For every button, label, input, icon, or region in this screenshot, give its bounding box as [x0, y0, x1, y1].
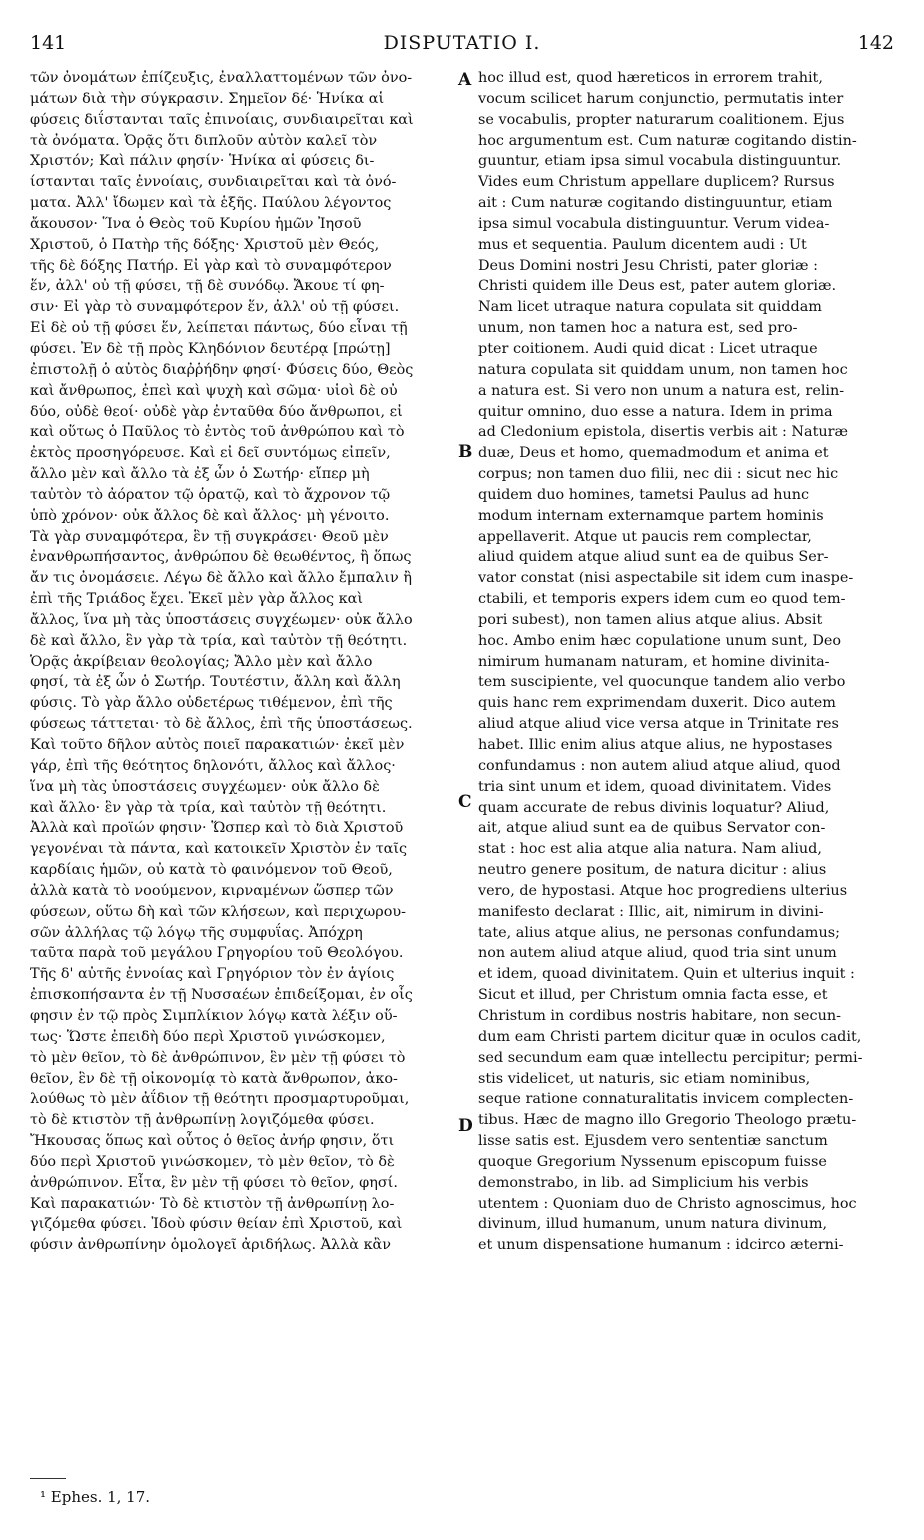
greek-text-line: τὰ ὀνόματα. Ὁρᾷς ὅτι διπλοῦν αὐτὸν καλεῖ τὸν [30, 132, 378, 149]
greek-text-line: Χριστόν; Καὶ πάλιν φησίν· Ἡνίκα αἱ φύσεις δι- [30, 153, 375, 170]
latin-text-line: guuntur, etiam ipsa simul vocabula distinguuntur. [478, 153, 842, 170]
latin-text-line: tibus. Hæc de magno illo Gregorio Theologo prætu- [478, 1112, 857, 1129]
footnote: ¹ Ephes. 1, 17. [40, 1488, 151, 1506]
greek-text-line: Τῆς δ' αὐτῆς ἐννοίας καὶ Γρηγόριον τὸν ἐν ἁγίοις [30, 966, 395, 983]
greek-text-line: ἀλλὰ κατὰ τὸ νοούμενον, κιρναμένων ὥσπερ τῶν [30, 882, 394, 899]
latin-text-line: quoque Gregorium Nyssenum episcopum fuisse [478, 1153, 827, 1170]
greek-text-line: ἄν τις ὀνομάσειε. Λέγω δὲ ἄλλο καὶ ἄλλο ἔμπαλιν ἢ [30, 570, 412, 587]
greek-text-line: Καὶ παρακατιών· Τὸ δὲ κτιστὸν τῇ ἀνθρωπίνῃ λο- [30, 1195, 395, 1212]
section-marker-d: D [458, 1116, 473, 1136]
footnote-rule [30, 1478, 66, 1479]
greek-text-line: ἵνα μὴ τὰς ὑποστάσεις συγχέωμεν· οὐκ ἄλλο δὲ [30, 778, 380, 795]
greek-text-line: δὲ καὶ ἄλλο, ἓν γὰρ τὰ τρία, καὶ ταὐτὸν τῇ θεότητι. [30, 632, 408, 649]
latin-text-line: pter coitionem. Audi quid dicat : Licet utraque [478, 340, 818, 357]
latin-text-line: ad Cledonium epistola, disertis verbis ait : Naturæ [478, 424, 849, 441]
latin-text-line: quidem duo homines, tametsi Paulus ad hunc [478, 486, 810, 503]
latin-text-line: pori subest), non tamen alius atque alius. Absit [478, 611, 823, 628]
greek-text-line: τῆς δὲ δόξης Πατήρ. Εἰ γὰρ καὶ τὸ συναμφότερον [30, 257, 392, 274]
greek-text-line: θεῖον, ἓν δὲ τῇ οἰκονομίᾳ τὸ κατὰ ἄνθρωπον, ἀκο- [30, 1070, 398, 1087]
latin-text-line: ait, atque aliud sunt ea de quibus Servator con- [478, 820, 826, 837]
greek-text-line: σῶν ἀλλήλας τῷ λόγῳ τῆς συμφυΐας. Ἀπόχρη [30, 924, 363, 941]
greek-text-line: φύσεις διΐστανται ταῖς ἐπινοίαις, συνδιαιρεῖται καὶ [30, 111, 414, 128]
latin-text-line: vocum scilicet harum conjunctio, permutatis inter [478, 90, 844, 107]
latin-text-line: habet. Illic enim alius atque alius, ne hypostases [478, 737, 833, 753]
latin-text-line: duæ, Deus et homo, quemadmodum et anima et [478, 445, 829, 462]
greek-text-line: γεγονέναι τὰ πάντα, καὶ κατοικεῖν Χριστὸν ἐν ταῖς [30, 841, 408, 858]
page-number-left: 141 [30, 32, 67, 54]
latin-text-line: et idem, quoad divinitatem. Quin et ulterius inquit : [478, 966, 855, 983]
latin-text-line: Christi quidem ille Deus est, pater autem gloriæ. [478, 278, 837, 295]
latin-text-line: aliud atque aliud vice versa atque in Trinitate res [478, 716, 839, 733]
greek-text-line: τὸ μὲν θεῖον, τὸ δὲ ἀνθρώπινον, ἓν μὲν τῇ φύσει τὸ [30, 1049, 406, 1066]
latin-text-column [478, 68, 894, 1256]
greek-text-line: φύσεων, οὕτω δὴ καὶ τῶν κλήσεων, καὶ περιχωρου- [30, 903, 407, 920]
latin-text-line: se vocabulis, propter naturarum coalitionem. Ejus [478, 111, 845, 128]
greek-text-line: σιν· Εἰ γὰρ τὸ συναμφότερον ἕν, ἀλλ' οὐ τῇ φύσει. [30, 299, 400, 316]
latin-text-line: Vides eum Christum appellare duplicem? Rursus [478, 174, 835, 191]
latin-text-line: Sicut et illud, per Christum omnia facta esse, et [478, 987, 828, 1004]
greek-text-line: ἐκτὸς προσηγόρευσε. Καὶ εἰ δεῖ συντόμως εἰπεῖν, [30, 445, 391, 462]
greek-text-line: τῶν ὀνομάτων ἐπίζευξις, ἐναλλαττομένων τῶν ὀνο- [30, 70, 413, 86]
greek-text-line: φύσιν ἀνθρωπίνην ὁμολογεῖ ἀριδήλως. Ἀλλὰ κἂν [30, 1237, 392, 1254]
greek-text-line: καὶ ἄλλο· ἓν γὰρ τὰ τρία, καὶ ταὐτὸν τῇ θεότητι. [30, 799, 387, 816]
latin-text-line: tate, alius atque alius, ne personas confundamus; [478, 924, 840, 941]
latin-text-line: quis hanc rem exprimendam duxerit. Dico autem [478, 695, 836, 712]
greek-text-line: τὸ δὲ κτιστὸν τῇ ἀνθρωπίνῃ λογιζόμεθα φύσει. [30, 1112, 375, 1129]
latin-text-line: modum internam externamque partem hominis [478, 507, 824, 524]
greek-text-line: γάρ, ἐπὶ τῆς θεότητος δηλονότι, ἄλλος καὶ ἄλλος· [30, 757, 396, 774]
latin-text-line: ipsa simul vocabula distinguuntur. Verum videa- [478, 215, 830, 232]
section-marker-a: A [458, 70, 472, 90]
greek-text-line: λούθως τὸ μὲν ἀΐδιον τῇ θεότητι προσμαρτυροῦμαι, [30, 1091, 410, 1108]
latin-text-line: dum eam Christi partem dicitur quæ in oculos cadit, [478, 1028, 862, 1045]
latin-text-line: confundamus : non autem aliud atque aliud, quod [478, 757, 841, 774]
greek-text-line: ἐπιστολῇ ὁ αὐτὸς διαῤῥήδην φησί· Φύσεις δύο, Θεὸς [30, 361, 414, 378]
greek-text-line: Χριστοῦ, ὁ Πατὴρ τῆς δόξης· Χριστοῦ μὲν Θεός, [30, 236, 380, 253]
latin-text-line: divinum, illud humanum, unum natura divinum, [478, 1216, 828, 1233]
greek-text-line: ταῦτα παρὰ τοῦ μεγάλου Γρηγορίου τοῦ Θεολόγου. [30, 945, 404, 962]
greek-text-line: ἐπισκοπήσαντα ἐν τῇ Νυσσαέων ἐπιδείξομαι, ἐν οἷς [30, 987, 413, 1004]
latin-text-line: unum, non tamen hoc a natura est, sed pro- [478, 320, 798, 337]
page-number-right: 142 [857, 32, 894, 54]
greek-text-line: φύσει. Ἐν δὲ τῇ πρὸς Κληδόνιον δευτέρᾳ [πρώτῃ] [30, 340, 391, 357]
latin-text-line: stat : hoc est alia atque alia natura. Nam aliud, [478, 841, 822, 858]
latin-text-line: vero, de hypostasi. Atque hoc progrediens ulterius [478, 882, 848, 899]
page-header [30, 32, 894, 62]
latin-text-line: quam accurate de rebus divinis loquatur? Aliud, [478, 799, 830, 816]
latin-text-line: non autem aliud atque aliud, quod tria sint unum [478, 945, 837, 962]
latin-text-line: neutro genere positum, de natura dicitur : alius [478, 862, 827, 879]
latin-text-line: hoc illud est, quod hæreticos in errorem trahit, [478, 70, 823, 86]
running-title: DISPUTATIO I. [383, 32, 541, 54]
latin-text-line: ctabili, et temporis expers idem cum eo quod tem- [478, 591, 846, 608]
latin-text-line: manifesto declarat : Illic, ait, nimirum in divini- [478, 903, 824, 920]
greek-text-line: δύο, οὐδὲ θεοί· οὐδὲ γὰρ ἐνταῦθα δύο ἄνθρωποι, εἰ [30, 403, 403, 420]
greek-text-line: καρδίαις ἡμῶν, οὐ κατὰ τὸ φαινόμενον τοῦ Θεοῦ, [30, 862, 393, 879]
latin-text-line: appellaverit. Atque ut paucis rem complectar, [478, 528, 812, 545]
latin-text-line: sed secundum eam quæ intellectu percipitur; permi- [478, 1049, 863, 1066]
latin-text-line: nimirum humanam naturam, et homine divinita- [478, 653, 830, 670]
latin-text-line: vator constat (nisi aspectabile sit idem cum inaspe- [478, 570, 854, 587]
greek-text-line: Καὶ τοῦτο δῆλον αὐτὸς ποιεῖ παρακατιών· ἐκεῖ μὲν [30, 737, 405, 753]
greek-text-line: φησιν ἐν τῷ πρὸς Σιμπλίκιον λόγῳ κατὰ λέξιν οὕ- [30, 1007, 398, 1024]
greek-text-line: ὑπὸ χρόνον· οὐκ ἄλλος δὲ καὶ ἄλλος· μὴ γένοιτο. [30, 507, 390, 524]
latin-text-line: hoc argumentum est. Cum naturæ cogitando distin- [478, 132, 857, 149]
greek-text-line: ταὐτὸν τὸ ἀόρατον τῷ ὁρατῷ, καὶ τὸ ἄχρονον τῷ [30, 486, 391, 503]
latin-text-line: Christum in cordibus nostris habitare, non secun- [478, 1007, 841, 1024]
latin-text-line: stis videlicet, ut naturis, sic etiam nominibus, [478, 1070, 811, 1087]
greek-text-line: Ἀλλὰ καὶ προϊών φησιν· Ὥσπερ καὶ τὸ διὰ Χριστοῦ [30, 820, 404, 837]
greek-text-line: Ὁρᾷς ἀκρίβειαν θεολογίας; Ἄλλο μὲν καὶ ἄλλο [30, 653, 373, 670]
greek-text-line: ἕν, ἀλλ' οὐ τῇ φύσει, τῇ δὲ συνόδῳ. Ἄκουε τί φη- [30, 278, 385, 295]
greek-text-line: ίστανται ταῖς ἐννοίαις, συνδιαιρεῖται καὶ τὰ ὀνό- [30, 174, 397, 191]
section-marker-c: C [458, 792, 472, 812]
latin-text-line: quitur omnino, duo esse a natura. Idem in prima [478, 403, 833, 420]
latin-text-line: lisse satis est. Ejusdem vero sententiæ sanctum [478, 1133, 828, 1150]
greek-text-line: ἄλλος, ἵνα μὴ τὰς ὑποστάσεις συγχέωμεν· οὐκ ἄλλο [30, 611, 413, 628]
section-marker-b: B [458, 442, 473, 462]
greek-text-line: τως· Ὥστε ἐπειδὴ δύο περὶ Χριστοῦ γινώσκομεν, [30, 1028, 386, 1045]
latin-text-line: ait : Cum naturæ cogitando distinguuntur, etiam [478, 195, 833, 212]
latin-text-line: demonstrabo, in lib. ad Simplicium his verbis [478, 1174, 809, 1191]
latin-text-line: mus et sequentia. Paulum dicentem audi : Ut [478, 236, 807, 253]
greek-text-line: φύσις. Τὸ γὰρ ἄλλο οὐδετέρως τιθέμενον, ἐπὶ τῆς [30, 695, 393, 712]
greek-text-line: ματα. Ἀλλ' ἴδωμεν καὶ τὰ ἑξῆς. Παύλου λέγοντος [30, 195, 392, 212]
latin-text-line: aliud quidem atque aliud sunt ea de quibus Ser- [478, 549, 829, 566]
latin-text-line: natura copulata sit quiddam unum, non tamen hoc [478, 361, 848, 378]
greek-text-line: ἐπὶ τῆς Τριάδος ἔχει. Ἐκεῖ μὲν γὰρ ἄλλος καὶ [30, 591, 363, 608]
latin-text-line: seque ratione connaturalitatis invicem complecten- [478, 1091, 854, 1108]
greek-text-line: καὶ οὕτως ὁ Παῦλος τὸ ἐντὸς τοῦ ἀνθρώπου καὶ τὸ [30, 424, 405, 441]
greek-text-line: Ἤκουσας ὅπως καὶ οὗτος ὁ θεῖος ἀνήρ φησιν, ὅτι [30, 1133, 395, 1150]
latin-text-line: Nam licet utraque natura copulata sit quiddam [478, 299, 822, 316]
greek-text-line: ἄλλο μὲν καὶ ἄλλο τὰ ἐξ ὧν ὁ Σωτήρ· εἴπερ μὴ [30, 466, 370, 483]
greek-text-line: γιζόμεθα φύσει. Ἰδοὺ φύσιν θείαν ἐπὶ Χριστοῦ, καὶ [30, 1216, 403, 1233]
greek-text-line: Εἰ δὲ οὐ τῇ φύσει ἕν, λείπεται πάντως, δύο εἶναι τῇ [30, 320, 408, 337]
latin-text-line: tem suscipiente, vel quocunque tandem alio verbo [478, 674, 846, 691]
greek-text-line: ἀνθρώπινον. Εἶτα, ἓν μὲν τῇ φύσει τὸ θεῖον, φησί. [30, 1174, 398, 1191]
greek-text-line: ἄκουσον· Ἵνα ὁ Θεὸς τοῦ Κυρίου ἡμῶν Ἰησοῦ [30, 215, 362, 232]
latin-text-line: tria sint unum et idem, quoad divinitatem. Vides [478, 778, 832, 795]
greek-text-line: καὶ ἄνθρωπος, ἐπεὶ καὶ ψυχὴ καὶ σῶμα· υἱοὶ δὲ οὐ [30, 382, 398, 399]
greek-text-column [30, 68, 454, 1256]
greek-text-line: δύο περὶ Χριστοῦ γινώσκομεν, τὸ μὲν θεῖον, τὸ δὲ [30, 1153, 395, 1170]
greek-text-line: Τὰ γὰρ συναμφότερα, ἓν τῇ συγκράσει· Θεοῦ μὲν [30, 528, 389, 545]
latin-text-line: a natura est. Si vero non unum a natura est, relin- [478, 382, 845, 399]
latin-text-line: corpus; non tamen duo filii, nec dii : sicut nec hic [478, 466, 839, 483]
latin-text-line: hoc. Ambo enim hæc copulatione unum sunt, Deo [478, 632, 842, 649]
latin-text-line: Deus Domini nostri Jesu Christi, pater gloriæ : [478, 257, 818, 274]
greek-text-line: φησί, τὰ ἐξ ὧν ὁ Σωτήρ. Τουτέστιν, ἄλλη καὶ ἄλλη [30, 674, 401, 691]
greek-text-line: ἐνανθρωπήσαντος, ἀνθρώπου δὲ θεωθέντος, ἢ ὅπως [30, 549, 412, 566]
latin-text-line: utentem : Quoniam duo de Christo agnoscimus, hoc [478, 1195, 857, 1212]
latin-text-line: et unum dispensatione humanum : idcirco æterni- [478, 1237, 844, 1254]
greek-text-line: μάτων διὰ τὴν σύγκρασιν. Σημεῖον δέ· Ἡνίκα αἱ [30, 90, 385, 107]
greek-text-line: φύσεως τάττεται· τὸ δὲ ἄλλος, ἐπὶ τῆς ὑποστάσεως. [30, 716, 413, 733]
